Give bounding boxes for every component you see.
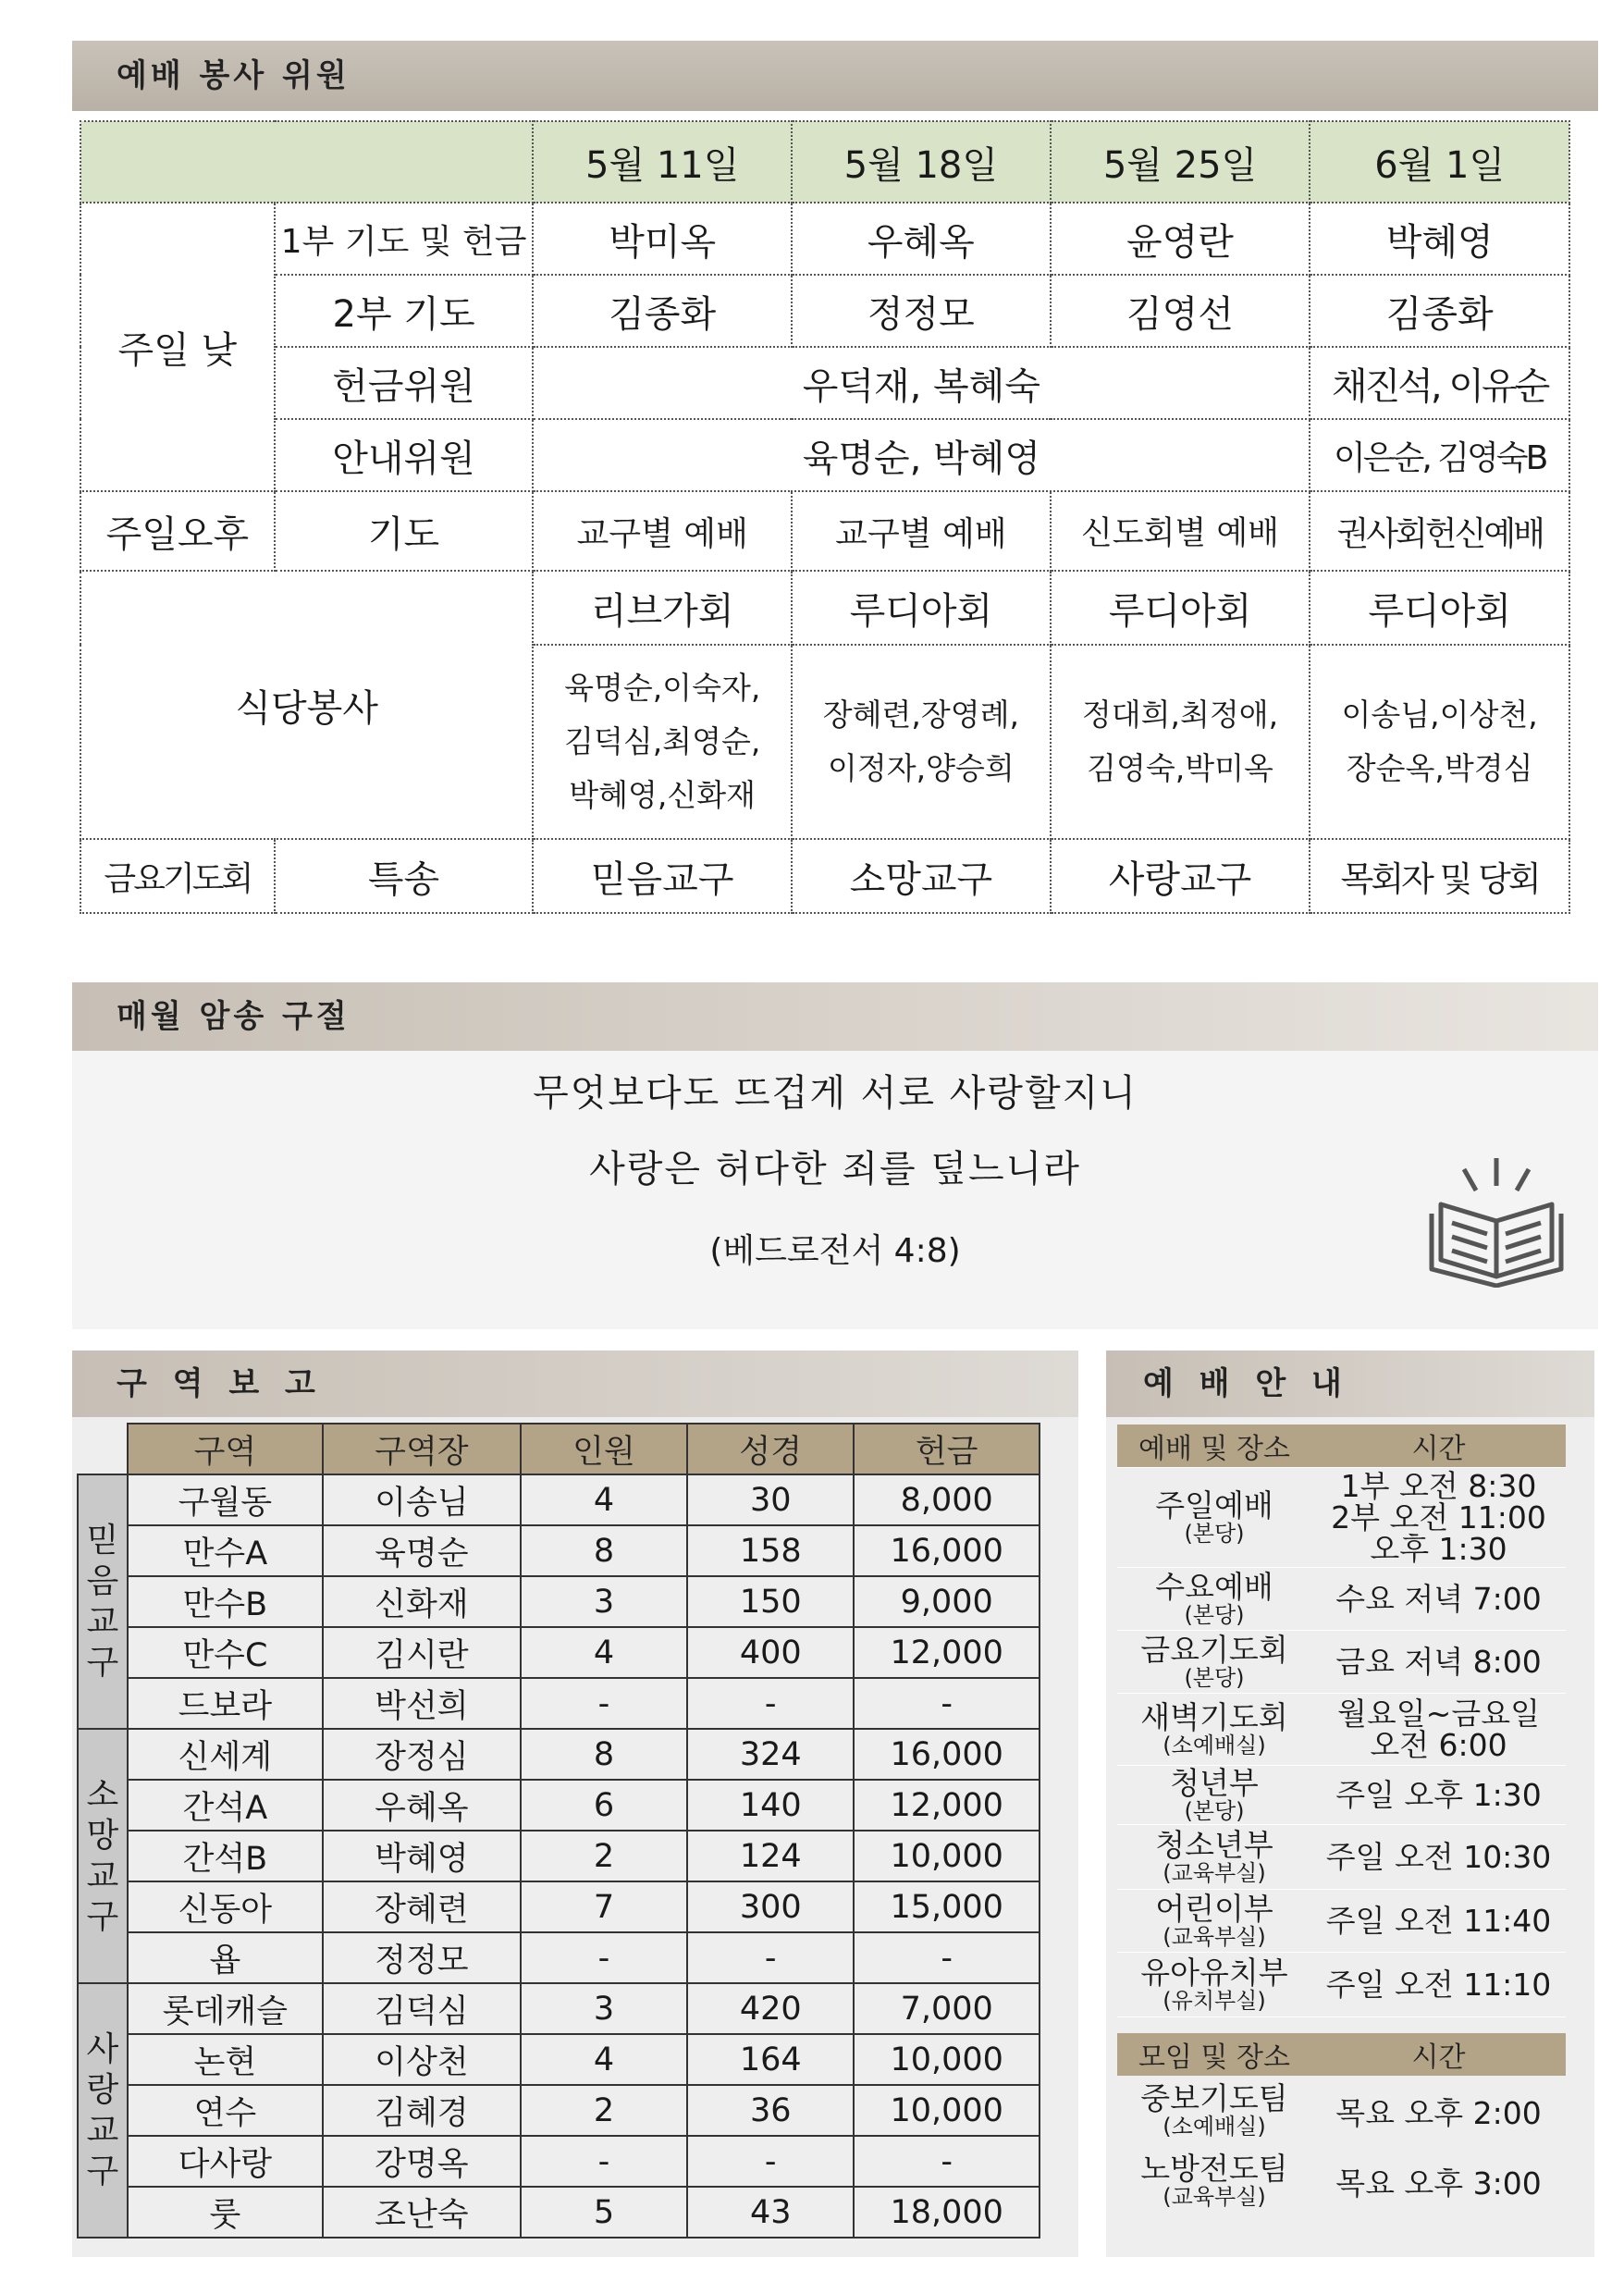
role-label: 안내위원: [275, 419, 534, 491]
table-cell: 12,000: [854, 1780, 1040, 1831]
column-header: 구역장: [323, 1424, 521, 1474]
service-name: 청소년부: [1155, 1826, 1273, 1863]
service-place: (본당): [1184, 1664, 1245, 1691]
corner-cell: [80, 121, 533, 203]
service-time: 주일 오전 11:10: [1325, 1966, 1552, 2003]
service-time-cell: [1311, 1631, 1566, 1694]
table-cell: -: [854, 1678, 1040, 1729]
guide-row: [1117, 1694, 1566, 1766]
table-cell: 김혜경: [323, 2085, 521, 2136]
guide-row: [1117, 1568, 1566, 1631]
guide-row: [1117, 1631, 1566, 1694]
district-group-label: [78, 1474, 128, 1729]
table-cell: 10,000: [854, 2034, 1040, 2085]
table-cell: 18,000: [854, 2187, 1040, 2238]
table-row: [78, 2187, 1040, 2238]
table-cell: 드보라: [128, 1678, 323, 1729]
service-name: 주일예배: [1155, 1486, 1273, 1523]
service-time: 오전 6:00: [1370, 1726, 1507, 1763]
column-header: 시간: [1311, 2033, 1566, 2076]
service-time: 2부 오전 11:00: [1331, 1498, 1546, 1536]
table-row: [78, 1729, 1040, 1780]
district-header-row: [78, 1424, 1040, 1474]
meeting-time: 목요 오후 3:00: [1335, 2164, 1542, 2202]
district-group-label: [78, 1983, 128, 2238]
table-cell: 30: [687, 1474, 854, 1525]
meeting-place: (교육부실): [1163, 2184, 1266, 2210]
group-label-char: 구: [86, 1897, 119, 1936]
member-line: 육명순,이숙자,: [564, 670, 761, 706]
table-cell: 8,000: [854, 1474, 1040, 1525]
role-label: 헌금위원: [275, 347, 534, 419]
role-label: 기도: [275, 491, 534, 571]
service-committee-title: 예배 봉사 위원: [117, 57, 351, 94]
date-cell: 5월 18일: [792, 121, 1051, 203]
table-cell: 간석A: [128, 1780, 323, 1831]
date-cell: 5월 25일: [1051, 121, 1310, 203]
value-cell: 사랑교구: [1051, 839, 1310, 913]
service-time: 금요 저녁 8:00: [1335, 1643, 1542, 1680]
service-place-cell: [1117, 1568, 1311, 1631]
sunday-afternoon-label: 주일오후: [80, 491, 275, 571]
table-cell: 7: [521, 1881, 687, 1932]
table-cell: 164: [687, 2034, 854, 2085]
service-place: (본당): [1184, 1520, 1245, 1547]
table-row: [78, 2085, 1040, 2136]
role-label: 특송: [275, 839, 534, 913]
members-cell: [1051, 645, 1310, 839]
service-place: (유치부실): [1163, 1987, 1266, 2014]
service-name: 어린이부: [1155, 1890, 1273, 1927]
prayer-offering-row: [80, 203, 1569, 275]
guide-table-body: [1117, 1468, 1566, 2017]
service-time-cell: [1311, 1890, 1566, 1953]
role-label: 1부 기도 및 헌금: [275, 203, 534, 275]
table-cell: -: [854, 2136, 1040, 2187]
district-report-table: [77, 1423, 1040, 2238]
name-cell: 정정모: [792, 275, 1051, 347]
name-cell: 김종화: [533, 275, 792, 347]
group-label-char: 망: [86, 1816, 119, 1855]
meeting-table-body: [1117, 2076, 1566, 2216]
friday-row: [80, 839, 1569, 913]
table-cell: 강명옥: [323, 2136, 521, 2187]
table-cell: 이상천: [323, 2034, 521, 2085]
table-cell: 연수: [128, 2085, 323, 2136]
name-cell: 김종화: [1310, 275, 1569, 347]
table-row: [78, 1678, 1040, 1729]
table-cell: 43: [687, 2187, 854, 2238]
table-cell: 정정모: [323, 1932, 521, 1983]
member-line: 이송님,이상천,: [1341, 697, 1538, 733]
name-cell: 채진석, 이유순: [1310, 347, 1569, 419]
member-line: 김영숙,박미옥: [1087, 750, 1273, 786]
service-place: (본당): [1184, 1797, 1245, 1824]
members-cell: [792, 645, 1051, 839]
table-cell: 124: [687, 1831, 854, 1881]
table-cell: 5: [521, 2187, 687, 2238]
service-time-cell: [1311, 1825, 1566, 1890]
table-cell: 만수C: [128, 1627, 323, 1678]
service-time: 1부 오전 8:30: [1340, 1467, 1537, 1504]
service-time: 월요일~금요일: [1337, 1695, 1540, 1732]
table-cell: 3: [521, 1576, 687, 1627]
table-cell: 4: [521, 1474, 687, 1525]
table-cell: -: [687, 1932, 854, 1983]
member-line: 김덕심,최영순,: [564, 723, 761, 759]
table-cell: 150: [687, 1576, 854, 1627]
service-time-cell: [1311, 1568, 1566, 1631]
district-report-header: [72, 1350, 1078, 1417]
value-cell: 교구별 예배: [792, 491, 1051, 571]
district-report-title: 구 역 보 고: [117, 1365, 323, 1402]
district-table-body: [78, 1474, 1040, 2238]
value-cell: 교구별 예배: [533, 491, 792, 571]
table-row: [78, 1474, 1040, 1525]
guide-row: [1117, 1766, 1566, 1825]
table-cell: 육명순: [323, 1525, 521, 1576]
table-cell: 다사랑: [128, 2136, 323, 2187]
table-cell: 간석B: [128, 1831, 323, 1881]
guide-row: [1117, 1825, 1566, 1890]
service-time-cell: [1311, 1953, 1566, 2017]
friday-label: 금요기도회: [80, 839, 275, 913]
service-committee-header: [72, 41, 1598, 111]
service-time-cell: [1311, 1694, 1566, 1766]
role-label: 2부 기도: [275, 275, 534, 347]
service-name: 금요기도회: [1140, 1631, 1288, 1668]
sunday-afternoon-row: [80, 491, 1569, 571]
table-cell: 4: [521, 1627, 687, 1678]
guide-header-row: [1117, 1424, 1566, 1468]
column-header: 모임 및 장소: [1117, 2033, 1311, 2076]
member-line: 장혜련,장영례,: [822, 697, 1019, 733]
table-cell: 장정심: [323, 1729, 521, 1780]
group-label-char: 랑: [86, 2070, 119, 2109]
table-cell: 6: [521, 1780, 687, 1831]
service-name: 수요예배: [1155, 1568, 1273, 1605]
members-cell: [1310, 645, 1569, 839]
service-time: 수요 저녁 7:00: [1335, 1580, 1542, 1617]
name-cell: 우혜옥: [792, 203, 1051, 275]
table-cell: 만수B: [128, 1576, 323, 1627]
table-row: [78, 1525, 1040, 1576]
table-cell: 신세계: [128, 1729, 323, 1780]
table-cell: -: [854, 1932, 1040, 1983]
table-cell: 10,000: [854, 1831, 1040, 1881]
name-cell: 이은순, 김영숙B: [1310, 419, 1569, 491]
service-place-cell: [1117, 1694, 1311, 1766]
service-place: (본당): [1184, 1601, 1245, 1628]
table-cell: 300: [687, 1881, 854, 1932]
table-row: [78, 1627, 1040, 1678]
table-cell: 김시란: [323, 1627, 521, 1678]
table-row: [78, 1881, 1040, 1932]
meeting-time: 목요 오후 2:00: [1335, 2094, 1542, 2131]
guide-row: [1117, 1890, 1566, 1953]
cafeteria-group-row: [80, 571, 1569, 645]
service-place: (교육부실): [1163, 1859, 1266, 1886]
group-label-char: 믿: [86, 1521, 119, 1560]
table-cell: 10,000: [854, 2085, 1040, 2136]
meeting-name: 중보기도팀: [1140, 2080, 1288, 2116]
column-header: 구역: [128, 1424, 323, 1474]
table-cell: 조난숙: [323, 2187, 521, 2238]
members-cell: [533, 645, 792, 839]
member-line: 장순옥,박경심: [1346, 750, 1533, 786]
table-cell: 15,000: [854, 1881, 1040, 1932]
ushers-row: [80, 419, 1569, 491]
table-cell: -: [521, 2136, 687, 2187]
table-row: [78, 2136, 1040, 2187]
table-cell: -: [687, 2136, 854, 2187]
table-row: [78, 1932, 1040, 1983]
column-header: 예배 및 장소: [1117, 1424, 1311, 1468]
service-time-cell: [1311, 1468, 1566, 1568]
value-cell: 믿음교구: [533, 839, 792, 913]
table-cell: 420: [687, 1983, 854, 2034]
group-label-char: 음: [86, 1561, 119, 1600]
table-cell: 400: [687, 1627, 854, 1678]
group-label-char: 교: [86, 1856, 119, 1895]
group-label-char: 교: [86, 1602, 119, 1641]
table-row: [78, 2034, 1040, 2085]
table-row: [78, 1831, 1040, 1881]
table-cell: 이송님: [323, 1474, 521, 1525]
table-cell: 3: [521, 1983, 687, 2034]
service-time: 주일 오전 10:30: [1325, 1838, 1552, 1875]
service-guide-table: [1117, 1424, 1566, 2017]
member-line: 정대희,최정애,: [1081, 697, 1279, 733]
table-cell: 16,000: [854, 1729, 1040, 1780]
meeting-header-row: [1117, 2033, 1566, 2076]
service-place-cell: [1117, 1825, 1311, 1890]
table-cell: 우혜옥: [323, 1780, 521, 1831]
table-cell: 16,000: [854, 1525, 1040, 1576]
meeting-place: (소예배실): [1163, 2114, 1266, 2140]
member-line: 이정자,양승희: [827, 750, 1015, 786]
prayer-2-row: [80, 275, 1569, 347]
name-cell: 박미옥: [533, 203, 792, 275]
name-cell: 육명순, 박혜영: [533, 419, 1310, 491]
service-place: (교육부실): [1163, 1923, 1266, 1950]
table-cell: 324: [687, 1729, 854, 1780]
guide-row: [1117, 1468, 1566, 1568]
service-place: (소예배실): [1163, 1732, 1266, 1758]
meeting-guide-table: [1117, 2033, 1566, 2216]
table-cell: -: [521, 1932, 687, 1983]
value-cell: 권사회헌신예배: [1310, 491, 1569, 571]
verse-reference: (베드로전서 4:8): [709, 1232, 961, 1270]
service-committee-table: [80, 120, 1570, 914]
service-time: 주일 오전 11:40: [1325, 1902, 1552, 1939]
name-cell: 윤영란: [1051, 203, 1310, 275]
value-cell: 목회자 및 당회: [1310, 839, 1569, 913]
table-cell: 신동아: [128, 1881, 323, 1932]
column-header: 성경: [687, 1424, 854, 1474]
meeting-name: 노방전도팀: [1140, 2151, 1288, 2187]
service-time: 오후 1:30: [1370, 1530, 1507, 1567]
service-place-cell: [1117, 1468, 1311, 1568]
column-header: 시간: [1311, 1424, 1566, 1468]
table-cell: 158: [687, 1525, 854, 1576]
service-time-cell: [1311, 1766, 1566, 1825]
date-header-row: [80, 121, 1569, 203]
value-cell: 신도회별 예배: [1051, 491, 1310, 571]
open-book-icon: [1422, 1149, 1580, 1288]
service-place-cell: [1117, 1890, 1311, 1953]
table-cell: 신화재: [323, 1576, 521, 1627]
group-cell: 리브가회: [533, 571, 792, 645]
table-cell: 36: [687, 2085, 854, 2136]
service-name: 새벽기도회: [1140, 1698, 1288, 1735]
district-group-label: [78, 1729, 128, 1983]
table-cell: 7,000: [854, 1983, 1040, 2034]
table-cell: 만수A: [128, 1525, 323, 1576]
service-guide-header: [1106, 1350, 1594, 1417]
verse-line-2: 사랑은 허다한 죄를 덮느니라: [589, 1148, 1081, 1190]
value-cell: 소망교구: [792, 839, 1051, 913]
column-header: 헌금: [854, 1424, 1040, 1474]
service-time: 주일 오후 1:30: [1335, 1776, 1542, 1813]
guide-row: [1117, 1953, 1566, 2017]
table-cell: 2: [521, 1831, 687, 1881]
date-cell: 5월 11일: [533, 121, 792, 203]
name-cell: 우덕재, 복혜숙: [533, 347, 1310, 419]
table-cell: 8: [521, 1525, 687, 1576]
table-row: [78, 1780, 1040, 1831]
table-row: [78, 1576, 1040, 1627]
table-row: [78, 1983, 1040, 2034]
group-cell: 루디아회: [1051, 571, 1310, 645]
group-cell: 루디아회: [1310, 571, 1569, 645]
table-cell: 욥: [128, 1932, 323, 1983]
group-cell: 루디아회: [792, 571, 1051, 645]
group-label-char: 구: [86, 1643, 119, 1682]
table-cell: 박혜영: [323, 1831, 521, 1881]
memory-verse-title: 매월 암송 구절: [117, 998, 351, 1035]
meeting-place-cell: [1117, 2076, 1311, 2146]
group-label-char: 교: [86, 2111, 119, 2150]
service-name: 청년부: [1170, 1764, 1259, 1801]
member-line: 박혜영,신화재: [569, 777, 757, 813]
table-cell: 김덕심: [323, 1983, 521, 2034]
table-cell: 12,000: [854, 1627, 1040, 1678]
table-cell: -: [521, 1678, 687, 1729]
memory-verse-header: [72, 982, 1598, 1051]
service-place-cell: [1117, 1766, 1311, 1825]
service-name: 유아유치부: [1140, 1954, 1288, 1991]
service-place-cell: [1117, 1631, 1311, 1694]
table-cell: 140: [687, 1780, 854, 1831]
table-cell: 2: [521, 2085, 687, 2136]
service-place-cell: [1117, 1953, 1311, 2017]
column-header: 인원: [521, 1424, 687, 1474]
group-label-char: 소: [86, 1775, 119, 1814]
table-cell: 논현: [128, 2034, 323, 2085]
table-cell: 장혜련: [323, 1881, 521, 1932]
table-cell: 룻: [128, 2187, 323, 2238]
table-cell: 박선희: [323, 1678, 521, 1729]
group-label-char: 구: [86, 2152, 119, 2190]
cafeteria-label: 식당봉사: [80, 571, 533, 839]
sunday-noon-label: 주일 낮: [80, 203, 275, 491]
name-cell: 김영선: [1051, 275, 1310, 347]
table-cell: 구월동: [128, 1474, 323, 1525]
date-cell: 6월 1일: [1310, 121, 1569, 203]
offering-committee-row: [80, 347, 1569, 419]
meeting-row: [1117, 2076, 1566, 2146]
meeting-row: [1117, 2146, 1566, 2216]
table-cell: 롯데캐슬: [128, 1983, 323, 2034]
group-label-char: 사: [86, 2029, 119, 2068]
meeting-place-cell: [1117, 2146, 1311, 2216]
table-cell: 8: [521, 1729, 687, 1780]
table-cell: -: [687, 1678, 854, 1729]
service-guide-title: 예 배 안 내: [1143, 1365, 1349, 1402]
table-cell: 9,000: [854, 1576, 1040, 1627]
verse-line-1: 무엇보다도 뜨겁게 서로 사랑할지니: [533, 1072, 1138, 1115]
name-cell: 박혜영: [1310, 203, 1569, 275]
table-cell: 4: [521, 2034, 687, 2085]
